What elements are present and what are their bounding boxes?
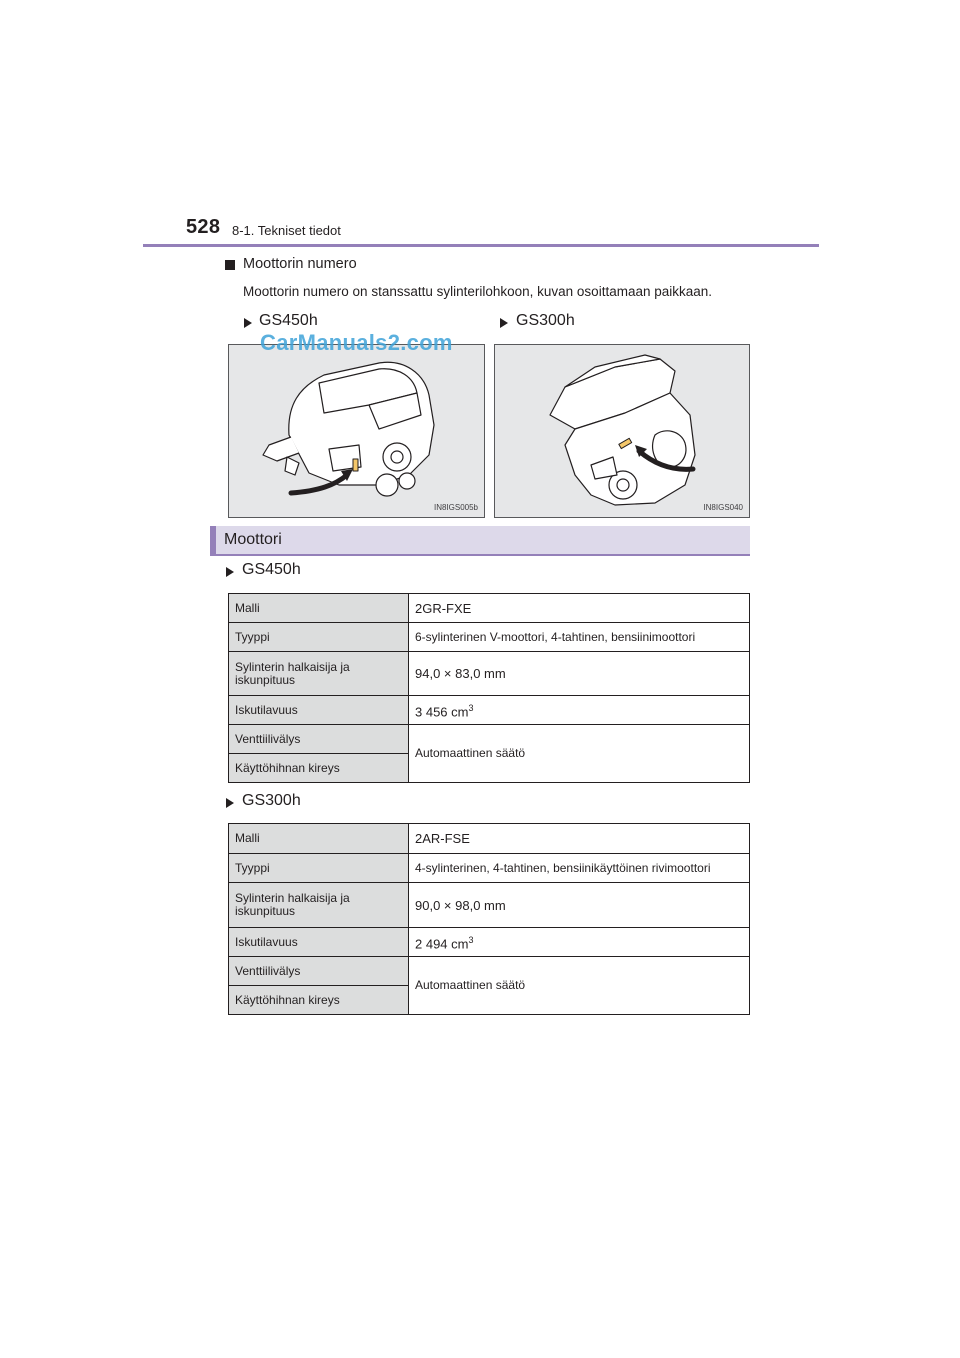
row-label: Sylinterin halkaisija ja iskunpituus	[229, 883, 409, 928]
triangle-bullet-icon	[226, 798, 234, 808]
figure-label-gs300h: GS300h	[516, 312, 575, 329]
engine-number-text: Moottorin numero on stanssattu sylinterilohkoon, kuvan osoittamaan paikkaan.	[243, 284, 713, 299]
superscript: 3	[468, 934, 474, 945]
section-reference: 8-1. Tekniset tiedot	[232, 223, 341, 238]
row-value: Automaattinen säätö	[409, 957, 750, 1015]
row-value	[409, 928, 750, 957]
figure-code: IN8IGS005b	[433, 503, 478, 512]
spec-table-gs300h	[228, 823, 750, 1015]
table-label-gs300h: GS300h	[242, 792, 301, 809]
section-bar-accent	[210, 526, 216, 554]
triangle-bullet-icon	[500, 318, 508, 328]
row-value: 6-sylinterinen V-moottori, 4-tahtinen, bensiinimoottori	[409, 623, 750, 652]
row-value: 2GR-FXE	[409, 594, 750, 623]
table-row	[229, 623, 750, 652]
row-label: Käyttöhihnan kireys	[229, 986, 409, 1015]
row-value: 90,0 × 98,0 mm	[409, 883, 750, 928]
table-row	[229, 854, 750, 883]
spec-table-gs450h	[228, 593, 750, 783]
header-rule	[143, 244, 819, 247]
row-value: Automaattinen säätö	[409, 725, 750, 783]
engine-drawing-gs300h	[495, 345, 750, 518]
row-label: Iskutilavuus	[229, 928, 409, 957]
row-label: Malli	[229, 594, 409, 623]
table-row	[229, 957, 750, 986]
table-label-gs450h: GS450h	[242, 561, 301, 578]
table-row	[229, 696, 750, 725]
section-bar	[210, 526, 750, 556]
engine-number-heading: Moottorin numero	[243, 256, 357, 272]
row-label: Tyyppi	[229, 623, 409, 652]
row-label: Käyttöhihnan kireys	[229, 754, 409, 783]
row-value: 94,0 × 83,0 mm	[409, 652, 750, 696]
engine-drawing-gs450h	[229, 345, 485, 518]
figure-label-gs450h: GS450h	[259, 312, 318, 329]
table-row	[229, 725, 750, 754]
table-row	[229, 883, 750, 928]
row-label: Iskutilavuus	[229, 696, 409, 725]
engine-figure-gs450h	[228, 344, 485, 518]
row-value: 4-sylinterinen, 4-tahtinen, bensiinikäyttöinen rivimoottori	[409, 854, 750, 883]
displacement-value: 3 456 cm	[415, 704, 469, 720]
figure-code: IN8IGS040	[703, 503, 743, 512]
triangle-bullet-icon	[244, 318, 252, 328]
row-value	[409, 696, 750, 725]
superscript: 3	[468, 702, 474, 713]
table-row	[229, 652, 750, 696]
table-row	[229, 824, 750, 854]
row-label: Venttiilivälys	[229, 725, 409, 754]
square-bullet-icon	[225, 260, 235, 270]
row-label: Malli	[229, 824, 409, 854]
row-label: Tyyppi	[229, 854, 409, 883]
row-value: 2AR-FSE	[409, 824, 750, 854]
section-title: Moottori	[224, 531, 282, 548]
row-label: Sylinterin halkaisija ja iskunpituus	[229, 652, 409, 696]
watermark: CarManuals2.com	[260, 330, 453, 355]
page-number: 528	[186, 216, 221, 238]
row-label: Venttiilivälys	[229, 957, 409, 986]
triangle-bullet-icon	[226, 567, 234, 577]
table-row	[229, 928, 750, 957]
displacement-value: 2 494 cm	[415, 936, 469, 952]
engine-figure-gs300h	[494, 344, 750, 518]
table-row	[229, 594, 750, 623]
